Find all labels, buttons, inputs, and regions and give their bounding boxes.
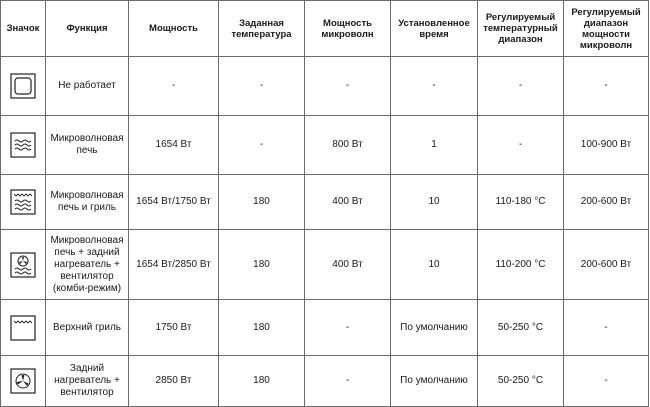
power-cell: 2850 Вт (129, 356, 219, 407)
function-cell: Не работает (46, 57, 129, 116)
header-mw-range: Регулируемый диапазон мощности микроволн (564, 1, 649, 57)
microwave-grill-icon (10, 189, 36, 215)
header-set-time: Установленное время (391, 1, 478, 57)
table-row (1, 356, 649, 407)
table-row (1, 116, 649, 175)
power-cell: 1750 Вт (129, 300, 219, 356)
power-cell: 1654 Вт/2850 Вт (129, 230, 219, 300)
mw-power-cell: - (305, 356, 391, 407)
header-function: Функция (46, 1, 129, 57)
set-time-cell: По умолчанию (391, 300, 478, 356)
rear-heater-fan-icon (10, 368, 36, 394)
temp-range-cell: 50-250 °C (478, 300, 564, 356)
mw-power-cell: 400 Вт (305, 175, 391, 230)
mw-power-cell: 800 Вт (305, 116, 391, 175)
table-row (1, 57, 649, 116)
set-time-cell: 10 (391, 175, 478, 230)
header-icon: Значок (1, 1, 46, 57)
top-grill-icon (10, 315, 36, 341)
table-row (1, 230, 649, 300)
set-time-cell: - (391, 57, 478, 116)
mw-range-cell: - (564, 300, 649, 356)
set-temp-cell: - (219, 57, 305, 116)
mw-range-cell: 200-600 Вт (564, 230, 649, 300)
set-temp-cell: 180 (219, 230, 305, 300)
set-time-cell: 1 (391, 116, 478, 175)
function-cell: Микроволновая печь + задний нагреватель + вентилятор (комби-режим) (46, 230, 129, 300)
mw-power-cell: - (305, 57, 391, 116)
mw-range-cell: 100-900 Вт (564, 116, 649, 175)
icon-cell (1, 230, 46, 300)
table-row (1, 300, 649, 356)
header-row (1, 1, 649, 57)
temp-range-cell: - (478, 116, 564, 175)
combi-mode-icon (10, 252, 36, 278)
icon-cell (1, 300, 46, 356)
power-cell: - (129, 57, 219, 116)
table-row (1, 175, 649, 230)
header-set-temp: Заданная температура (219, 1, 305, 57)
mw-range-cell: - (564, 356, 649, 407)
icon-cell (1, 116, 46, 175)
header-power: Мощность (129, 1, 219, 57)
header-temp-range: Регулируемый температурный диапазон (478, 1, 564, 57)
set-temp-cell: 180 (219, 300, 305, 356)
mw-power-cell: - (305, 300, 391, 356)
function-cell: Микроволновая печь и гриль (46, 175, 129, 230)
icon-cell (1, 175, 46, 230)
function-cell: Верхний гриль (46, 300, 129, 356)
temp-range-cell: 110-180 °C (478, 175, 564, 230)
set-temp-cell: 180 (219, 356, 305, 407)
set-temp-cell: 180 (219, 175, 305, 230)
power-cell: 1654 Вт/1750 Вт (129, 175, 219, 230)
microwave-icon (10, 132, 36, 158)
function-cell: Микроволновая печь (46, 116, 129, 175)
mw-range-cell: - (564, 57, 649, 116)
set-time-cell: По умолчанию (391, 356, 478, 407)
oven-off-icon (10, 73, 36, 99)
temp-range-cell: 50-250 °C (478, 356, 564, 407)
power-cell: 1654 Вт (129, 116, 219, 175)
mw-range-cell: 200-600 Вт (564, 175, 649, 230)
header-mw-power: Мощность микроволн (305, 1, 391, 57)
set-time-cell: 10 (391, 230, 478, 300)
function-cell: Задний нагреватель + вентилятор (46, 356, 129, 407)
set-temp-cell: - (219, 116, 305, 175)
temp-range-cell: - (478, 57, 564, 116)
icon-cell (1, 57, 46, 116)
temp-range-cell: 110-200 °C (478, 230, 564, 300)
icon-cell (1, 356, 46, 407)
mw-power-cell: 400 Вт (305, 230, 391, 300)
